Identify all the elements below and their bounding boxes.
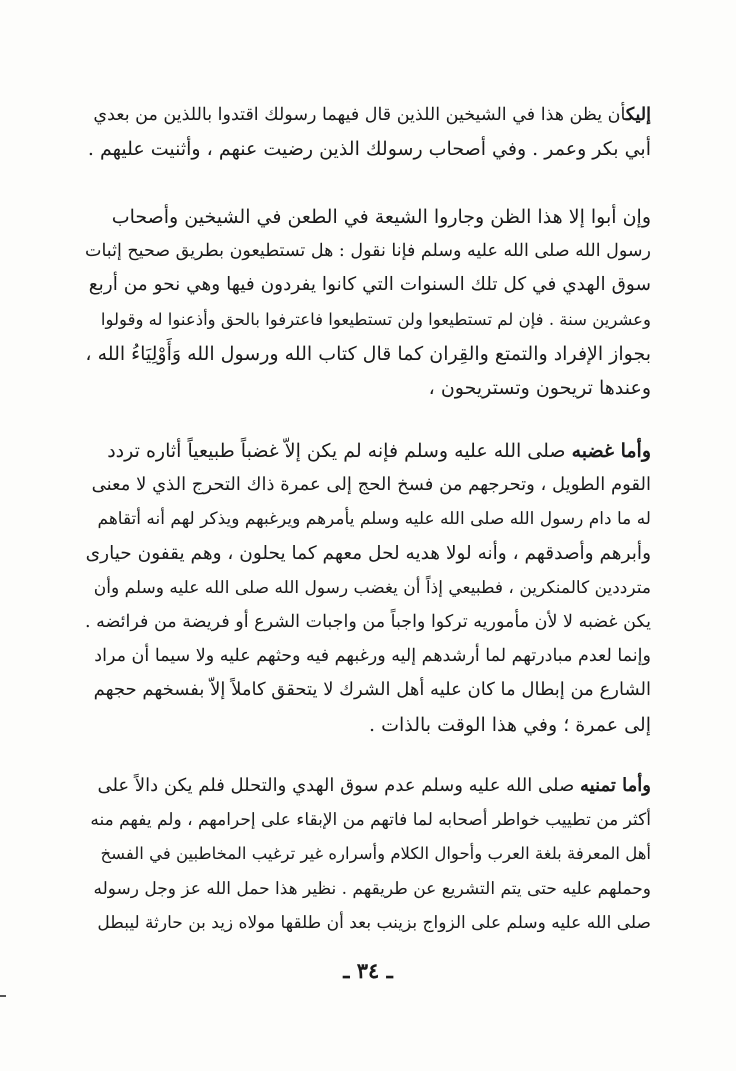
paragraph-1	[85, 98, 651, 166]
text-line	[85, 98, 651, 132]
line-text: أن يظن هذا في الشيخين اللذين قال فيهما رسولك اقتدوا باللذين من بعدي	[93, 105, 626, 125]
lead-word: وأما تمنيه	[579, 775, 651, 796]
text-line: وحملهم عليه حتى يتم التشريع عن طريقهم . نظير هذا حمل الله عز وجل رسوله	[93, 878, 651, 899]
page-number: ـ ٣٤ ـ	[343, 958, 393, 983]
text-line: أهل المعرفة بلغة العرب وأحوال الكلام وأسراره غير ترغيب المخاطبين في الفسخ	[100, 844, 651, 864]
lead-word: إليك	[625, 105, 651, 125]
text-line: إلى عمرة ؛ وفي هذا الوقت بالذات .	[368, 713, 651, 736]
text-line: مترددين كالمنكرين ، فطبيعي إذاً أن يغضب رسول الله صلى الله عليه وسلم وأن	[93, 577, 651, 598]
text-line: وإنما لعدم مبادرتهم لما أرشدهم إليه ورغبهم فيه وحثهم عليه ولا سيما أن مراد	[94, 646, 651, 667]
paragraph-2	[85, 200, 651, 405]
text-line: رسول الله صلى الله عليه وسلم فإنا نقول : هل تستطيعون بطريق صحيح إثبات	[84, 241, 651, 262]
text-line: الشارع من إبطال ما كان عليه أهل الشرك لا يتحقق كاملاً إلاّ بفسخهم حجهم	[93, 679, 651, 701]
text-line: وعشرين سنة . فإن لم تستطيعوا ولن تستطيعوا فاعترفوا بالحق وأذعنوا له وقولوا	[100, 309, 651, 329]
text-line: وأبرهم وأصدقهم ، وأنه لولا هديه لحل معهم كما يحلون ، وهم يقفون حيارى	[85, 542, 651, 564]
text-line	[85, 434, 651, 468]
text-line: القوم الطويل ، وتحرجهم من فسخ الحج إلى عمرة ذاك التحرج الذي لا معنى	[91, 474, 651, 496]
scan-edge-mark	[0, 995, 6, 997]
text-line: أكثر من تطييب خواطر أصحابه لما فاتهم من الإبقاء على إحرامهم ، ولم يفهم منه	[90, 810, 651, 831]
lead-word: وأما غضبه	[571, 440, 651, 462]
text-line: له ما دام رسول الله صلى الله عليه وسلم يأمرهم ويرغبهم ويذكر لهم أنه أتقاهم	[97, 509, 651, 530]
text-line: وعندها تريحون وتستريحون ،	[428, 376, 651, 399]
line-text: صلى الله عليه وسلم عدم سوق الهدي والتحلل فلم يكن دالاً على	[97, 775, 575, 796]
text-line: سوق الهدي في كل تلك السنوات التي كانوا يفردون فيها وهي نحو من أربع	[88, 274, 651, 296]
text-line: بجواز الإفراد والتمتع والقِران كما قال كتاب الله ورسول الله وَأَوْلِيَاءُ الله ،	[85, 342, 651, 365]
text-line: وإن أبوا إلا هذا الظن وجاروا الشيعة في الطعن في الشيخين وأصحاب	[111, 206, 651, 228]
text-line: أبي بكر وعمر . وفي أصحاب رسولك الذين رضيت عنهم ، وأثنيت عليهم .	[87, 138, 651, 161]
paragraph-4	[85, 769, 651, 940]
text-line	[85, 769, 651, 803]
paragraph-3	[85, 434, 651, 742]
text-line: صلى الله عليه وسلم على الزواج بزينب بعد أن طلقها مولاه زيد بن حارثة ليبطل	[97, 912, 651, 933]
line-text: صلى الله عليه وسلم فإنه لم يكن إلاّ غضباً طبيعياً أثاره تردد	[107, 440, 566, 462]
text-line: يكن غضبه لا لأن مأموريه تركوا واجباً من واجبات الشرع أو فريضة من فرائضه .	[84, 611, 651, 632]
